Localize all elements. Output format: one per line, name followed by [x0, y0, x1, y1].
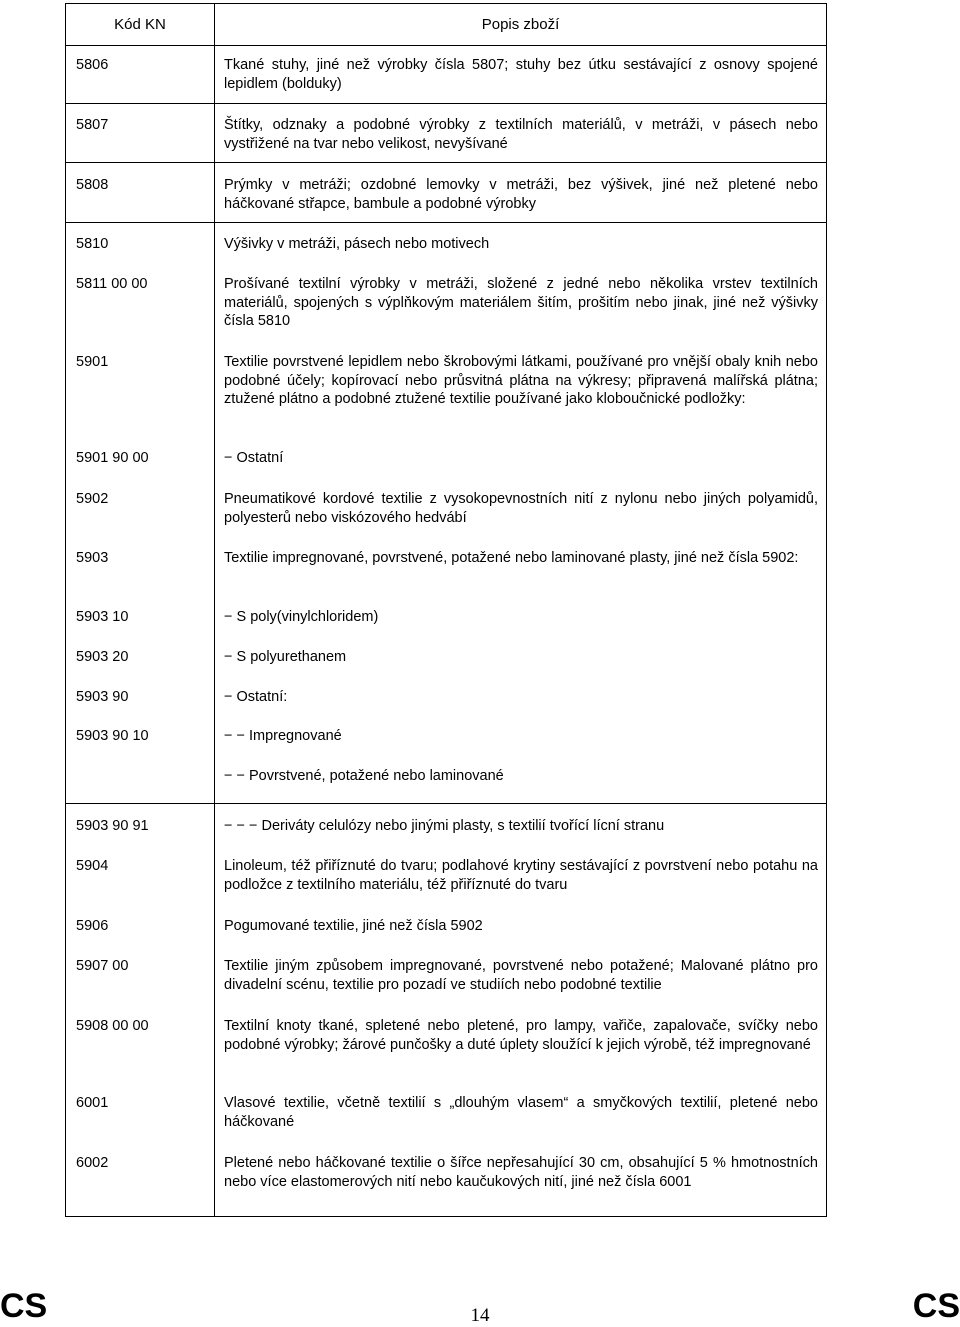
row-description: Textilní knoty tkané, spletené nebo pletené, pro lampy, vařiče, zapalovače, svíčky nebo podobné výrobky; žárové punčošky a duté úplety sloužící k jejich výrobě, též impregnované [224, 1018, 818, 1053]
row-description: − S poly(vinylchloridem) [224, 609, 379, 625]
row-code: 6001 [76, 1095, 109, 1111]
row-code: 5902 [76, 491, 109, 507]
row-code: 5903 [76, 550, 109, 566]
row-code: 5901 90 00 [76, 450, 149, 466]
row-code: 5811 00 00 [76, 276, 148, 292]
row-code: 5808 [76, 177, 109, 193]
row-code: 5903 10 [76, 609, 129, 625]
footer-language-mark-left: CS [0, 1287, 48, 1325]
row-description: Pletené nebo háčkované textilie o šířce nepřesahující 30 cm, obsahující 5 % hmotnostních nebo více elastomerových nití nebo kaučukových nití, jiné než čísla 6001 [224, 1155, 818, 1190]
row-divider [66, 222, 826, 223]
header-divider [66, 45, 826, 46]
row-description: − Ostatní [224, 450, 284, 466]
row-code: 5903 20 [76, 649, 129, 665]
row-divider [66, 162, 826, 163]
row-code: 5807 [76, 117, 109, 133]
row-description: Tkané stuhy, jiné než výrobky čísla 5807; stuhy bez útku sestávající z osnovy spojené lepidlem (bolduky) [224, 57, 818, 92]
row-code: 5903 90 91 [76, 818, 149, 834]
row-code: 5810 [76, 236, 109, 252]
row-code: 5904 [76, 858, 109, 874]
row-description: Výšivky v metráži, pásech nebo motivech [224, 236, 490, 252]
row-description: − − − Deriváty celulózy nebo jinými plasty, s textilií tvořící lícní stranu [224, 818, 665, 834]
row-description: Prýmky v metráži; ozdobné lemovky v metráži, bez výšivek, jiné než pletené nebo háčkované střapce, bambule a podobné výrobky [224, 177, 818, 212]
page-number: 14 [470, 1305, 490, 1326]
row-description: Textilie impregnované, povrstvené, potažené nebo laminované plasty, jiné než čísla 5902: [224, 550, 799, 566]
row-description: Vlasové textilie, včetně textilií s „dlouhým vlasem“ a smyčkových textilií, pletené nebo háčkované [224, 1095, 818, 1130]
row-code: 5903 90 10 [76, 728, 149, 744]
row-description: Textilie povrstvené lepidlem nebo škrobovými látkami, používané pro vnější obaly knih nebo podobné účely; kopírovací nebo průsvitná plátna na výkresy; připravená malířská plátna; ztužené plátno a podobné ztužené textilie používané jako kloboučnické podložky: [224, 354, 818, 407]
row-description: Prošívané textilní výrobky v metráži, složené z jedné nebo několika vrstev textilních materiálů, spojených s výplňkovým materiálem šitím, prošitím nebo jinak, jiné než výšivky čísla 5810 [224, 276, 818, 329]
header-code: Kód KN [114, 16, 166, 33]
row-description: Pneumatikové kordové textilie z vysokopevnostních nití z nylonu nebo jiných polyamidů, polyesterů nebo viskózového hedvábí [224, 491, 818, 526]
row-code: 5906 [76, 918, 109, 934]
tariff-table [65, 3, 827, 1217]
row-description: Linoleum, též přiříznuté do tvaru; podlahové krytiny sestávající z povrstvení nebo potahu na podložce z textilního materiálu, též přiříznuté do tvaru [224, 858, 818, 893]
row-description: − − Povrstvené, potažené nebo laminované [224, 768, 504, 784]
row-code: 5901 [76, 354, 109, 370]
column-divider [214, 4, 215, 1216]
row-description: Štítky, odznaky a podobné výrobky z textilních materiálů, v metráži, v pásech nebo vystřižené na tvar nebo velikost, nevyšívané [224, 117, 818, 152]
row-description: − S polyurethanem [224, 649, 347, 665]
footer-language-mark-right: CS [912, 1287, 960, 1325]
row-description: Textilie jiným způsobem impregnované, povrstvené nebo potažené; Malované plátno pro divadelní scénu, textilie pro pozadí ve studiích nebo podobné textilie [224, 958, 818, 993]
header-description: Popis zboží [481, 16, 560, 33]
row-description: − Ostatní: [224, 689, 288, 705]
row-code: 5903 90 [76, 689, 129, 705]
row-code: 6002 [76, 1155, 109, 1171]
row-divider [66, 103, 826, 104]
row-code: 5907 00 [76, 958, 129, 974]
row-code: 5908 00 00 [76, 1018, 149, 1034]
row-description: − − Impregnované [224, 728, 342, 744]
row-description: Pogumované textilie, jiné než čísla 5902 [224, 918, 483, 934]
row-code: 5806 [76, 57, 109, 73]
row-divider [66, 803, 826, 804]
